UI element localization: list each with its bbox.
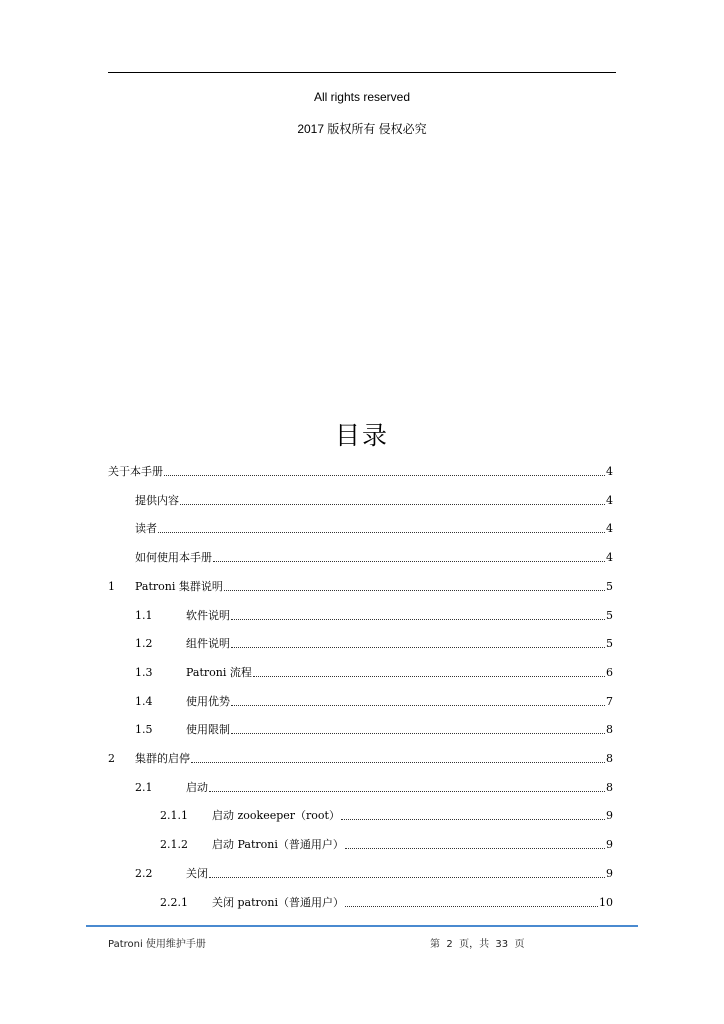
rights-reserved-text: All rights reserved [313, 90, 411, 104]
toc-entry-page: 6 [606, 666, 613, 679]
toc-entry[interactable] [135, 492, 613, 508]
toc-entry[interactable] [108, 750, 613, 766]
toc-entry-title: 关闭 patroni（普通用户） [212, 896, 344, 909]
toc-entry-title: 使用优势 [186, 695, 230, 708]
toc-entry-page: 4 [606, 465, 613, 478]
toc-entry[interactable] [135, 865, 613, 881]
toc-entry[interactable] [135, 635, 613, 651]
toc-dot-leader [231, 619, 605, 620]
toc-entry-page: 7 [606, 695, 613, 708]
toc-entry-title: 关于本手册 [108, 465, 163, 478]
toc-entry-page: 5 [606, 637, 613, 650]
toc-entry-page: 10 [599, 896, 613, 909]
toc-entry-title: 关闭 [186, 867, 208, 880]
toc-entry-number: 1.3 [135, 666, 153, 679]
toc-entry-number: 1.4 [135, 695, 153, 708]
toc-entry-title: 提供内容 [135, 494, 179, 507]
toc-entry-title: 启动 Patroni（普通用户） [212, 838, 344, 851]
toc-dot-leader [253, 676, 605, 677]
toc-entry-title: 读者 [135, 522, 157, 535]
toc-entry-title: 如何使用本手册 [135, 551, 212, 564]
toc-entry[interactable] [135, 779, 613, 795]
toc-dot-leader [191, 762, 605, 763]
toc-dot-leader [345, 906, 598, 907]
toc-dot-leader [345, 848, 605, 849]
toc-entry-title: 使用限制 [186, 723, 230, 736]
toc-entry-title: 组件说明 [186, 637, 230, 650]
toc-entry-number: 1.5 [135, 723, 153, 736]
toc-entry-number: 2.1 [135, 781, 153, 794]
toc-entry-title: 集群的启停 [135, 752, 190, 765]
toc-entry-title: 启动 zookeeper（root） [212, 809, 340, 822]
toc-dot-leader [341, 819, 605, 820]
toc-entry-number: 2.1.1 [160, 809, 188, 822]
toc-entry[interactable] [135, 607, 613, 623]
toc-dot-leader [231, 705, 605, 706]
toc-entry-page: 9 [606, 867, 613, 880]
toc-dot-leader [158, 532, 605, 533]
toc-entry-page: 8 [606, 752, 613, 765]
toc-entry[interactable] [108, 463, 613, 479]
toc-entry-page: 9 [606, 838, 613, 851]
toc-entry-title: 启动 [186, 781, 208, 794]
toc-dot-leader [164, 475, 605, 476]
footer-rule [86, 925, 638, 927]
toc-entry-title: Patroni 流程 [186, 666, 252, 679]
toc-dot-leader [213, 561, 605, 562]
toc-entry-number: 1.2 [135, 637, 153, 650]
toc-dot-leader [180, 504, 605, 505]
toc-dot-leader [209, 791, 605, 792]
toc-entry-page: 8 [606, 723, 613, 736]
toc-dot-leader [231, 733, 605, 734]
toc-entry-title: Patroni 集群说明 [135, 580, 223, 593]
toc-entry-title: 软件说明 [186, 609, 230, 622]
toc-entry[interactable] [135, 549, 613, 565]
toc-entry-page: 5 [606, 609, 613, 622]
footer-document-title: Patroni 使用维护手册 [108, 939, 206, 950]
toc-entry-page: 5 [606, 580, 613, 593]
toc-entry-page: 8 [606, 781, 613, 794]
toc-title: 目录 [334, 421, 389, 450]
toc-entry[interactable] [135, 693, 613, 709]
toc-entry[interactable] [135, 721, 613, 737]
toc-entry[interactable] [108, 578, 613, 594]
toc-dot-leader [224, 590, 605, 591]
toc-entry[interactable] [135, 664, 613, 680]
toc-entry-number: 2 [108, 752, 115, 765]
toc-entry-number: 1.1 [135, 609, 153, 622]
copyright-text: 2017 版权所有 侵权必究 [297, 122, 427, 136]
footer-page-number: 第 2 页，共 33 页 [430, 939, 525, 950]
toc-entry-number: 2.2 [135, 867, 153, 880]
toc-dot-leader [231, 647, 605, 648]
toc-entry-page: 9 [606, 809, 613, 822]
toc-entry-page: 4 [606, 494, 613, 507]
toc-entry-page: 4 [606, 522, 613, 535]
toc-entry-number: 2.1.2 [160, 838, 188, 851]
toc-entry[interactable] [135, 520, 613, 536]
toc-entry-number: 1 [108, 580, 115, 593]
toc-dot-leader [209, 877, 605, 878]
toc-entry[interactable] [160, 807, 613, 823]
toc-entry[interactable] [160, 894, 613, 910]
toc-entry-page: 4 [606, 551, 613, 564]
toc-entry-number: 2.2.1 [160, 896, 188, 909]
toc-entry[interactable] [160, 836, 613, 852]
